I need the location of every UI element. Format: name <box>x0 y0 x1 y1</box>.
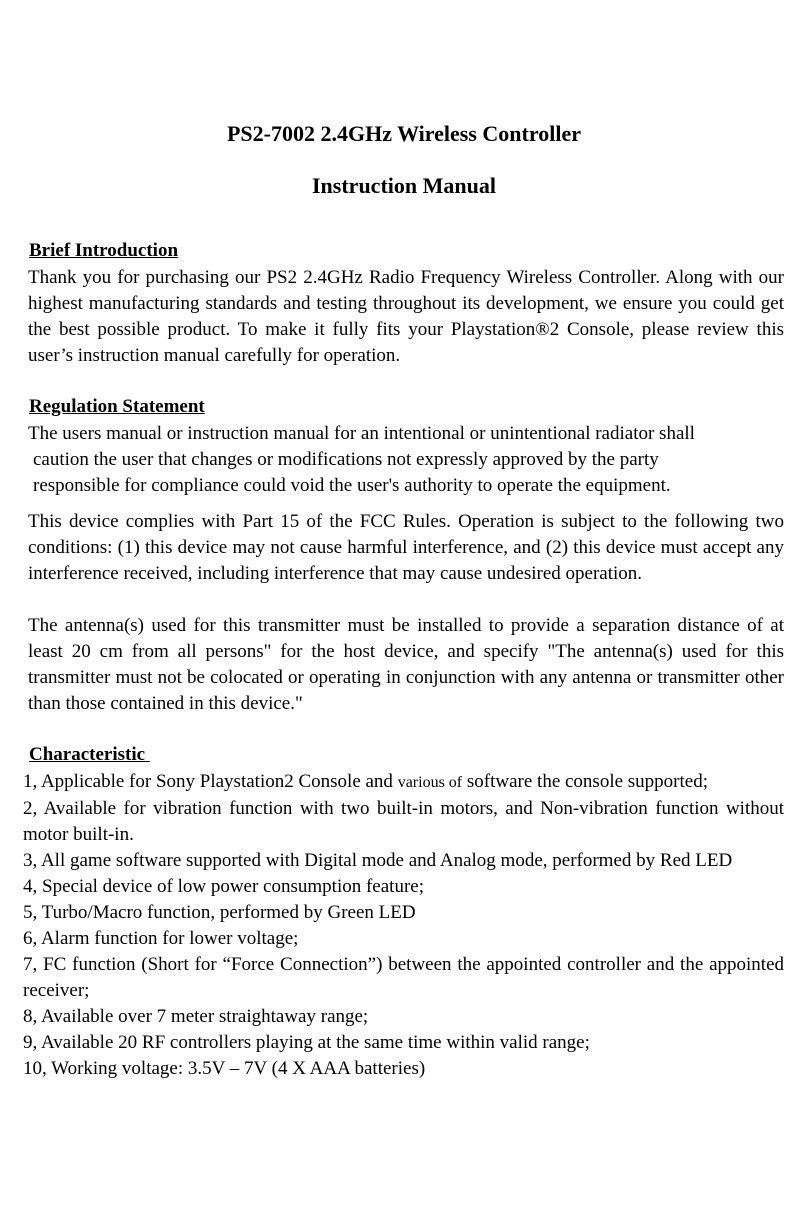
list-item: 10, Working voltage: 3.5V – 7V (4 X AAA batteries) <box>23 1058 426 1079</box>
list-item: 1, Applicable for Sony Playstation2 Console and various of software the console supported; <box>23 771 709 792</box>
list-item: 6, Alarm function for lower voltage; <box>23 928 299 949</box>
document-title: PS2-7002 2.4GHz Wireless Controller <box>226 121 581 146</box>
antenna-statement-text: The antenna(s) used for this transmitter must be installed to provide a separation distance of at least 20 cm from all persons" for the host device, and specify "The antenna(s) used for this transmitter must not be colocated or operating in conjunction with any antenna or transmitter other than those contained in this device." <box>28 615 784 714</box>
fcc-compliance-text: This device complies with Part 15 of the FCC Rules. Operation is subject to the following two conditions: (1) this device may not cause harmful interference, and (2) this device must accept any interference received, including interference that may cause undesired operation. <box>28 511 784 584</box>
regulation-line-1: The users manual or instruction manual for an intentional or unintentional radiator shall <box>28 423 695 444</box>
regulation-line-3: responsible for compliance could void the user's authority to operate the equipment. <box>33 475 671 496</box>
brief-introduction-heading: Brief Introduction <box>29 240 179 261</box>
list-item: 7, FC function (Short for “Force Connection”) between the appointed controller and the appointed receiver; <box>23 954 784 1001</box>
list-item: 8, Available over 7 meter straightaway range; <box>23 1006 369 1027</box>
regulation-statement-text <box>28 421 784 499</box>
characteristic-list <box>23 769 784 1082</box>
list-item: 4, Special device of low power consumption feature; <box>23 876 424 897</box>
list-item: 9, Available 20 RF controllers playing at the same time within valid range; <box>23 1032 590 1053</box>
document-subtitle: Instruction Manual <box>312 173 496 198</box>
brief-introduction-text: Thank you for purchasing our PS2 2.4GHz Radio Frequency Wireless Controller. Along with our highest manufacturing standards and testing throughout its development, we ensure you could get the best possible product. To make it fully fits your Playstation®2 Console, please review this user’s instruction manual carefully for operation. <box>28 267 784 366</box>
regulation-line-2: caution the user that changes or modifications not expressly approved by the party <box>33 449 659 470</box>
list-item: 3, All game software supported with Digital mode and Analog mode, performed by Red LED <box>23 850 733 871</box>
list-item: 2, Available for vibration function with two built-in motors, and Non-vibration function without motor built-in. <box>23 798 784 845</box>
regulation-statement-heading: Regulation Statement <box>29 396 205 417</box>
characteristic-heading: Characteristic <box>29 744 150 765</box>
list-item: 5, Turbo/Macro function, performed by Green LED <box>23 902 416 923</box>
